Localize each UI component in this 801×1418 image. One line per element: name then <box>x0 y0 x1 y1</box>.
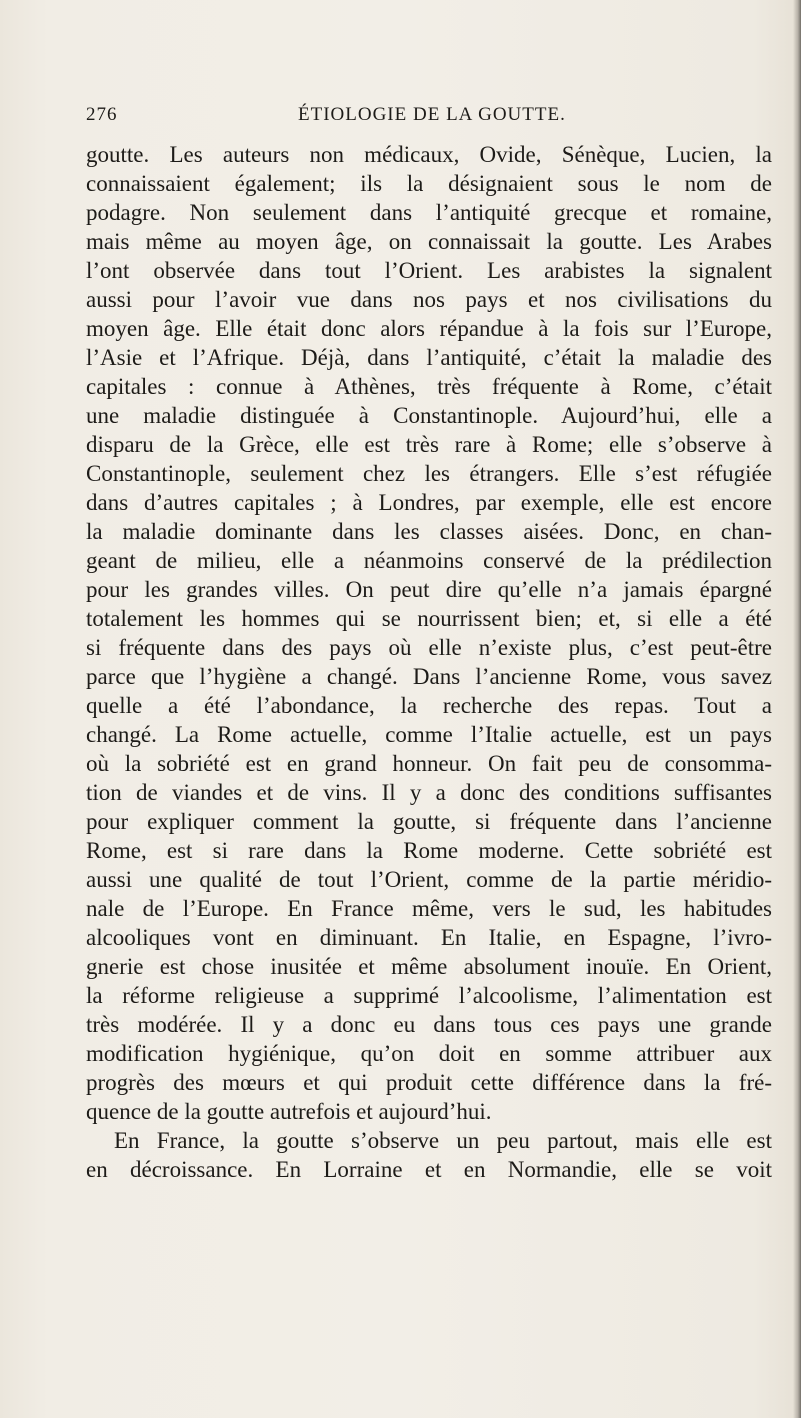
text-line: si fréquente dans des pays où elle n’existe plus, c’est peut-être <box>86 635 772 660</box>
running-head <box>86 104 776 132</box>
text-line: Rome, est si rare dans la Rome moderne. Cette sobriété est <box>86 838 772 863</box>
text-line: la maladie dominante dans les classes aisées. Donc, en chan- <box>86 519 772 544</box>
text-line: parce que l’hygiène a changé. Dans l’ancienne Rome, vous savez <box>86 664 772 689</box>
text-line: quelle a été l’abondance, la recherche des repas. Tout a <box>86 693 772 718</box>
text-line: Constantinople, seulement chez les étrangers. Elle s’est réfugiée <box>86 461 772 486</box>
text-line: moyen âge. Elle était donc alors répandue à la fois sur l’Europe, <box>86 316 772 341</box>
text-line: totalement les hommes qui se nourrissent bien; et, si elle a été <box>86 606 772 631</box>
text-line: en décroissance. En Lorraine et en Normandie, elle se voit <box>86 1157 772 1182</box>
text-line: modification hygiénique, qu’on doit en somme attribuer aux <box>86 1041 772 1066</box>
page-edge-shadow <box>793 0 801 1418</box>
text-line: connaissaient également; ils la désignaient sous le nom de <box>86 171 772 196</box>
text-line: tion de viandes et de vins. Il y a donc des conditions suffisantes <box>86 780 772 805</box>
text-line: disparu de la Grèce, elle est très rare à Rome; elle s’observe à <box>86 432 772 457</box>
text-line-paragraph-start: En France, la goutte s’observe un peu partout, mais elle est <box>114 1128 772 1153</box>
running-title: ÉTIOLOGIE DE LA GOUTTE. <box>298 104 566 125</box>
text-line: l’ont observée dans tout l’Orient. Les arabistes la signalent <box>86 258 772 283</box>
text-line: progrès des mœurs et qui produit cette différence dans la fré- <box>86 1070 772 1095</box>
text-line: pour les grandes villes. On peut dire qu’elle n’a jamais épargné <box>86 577 772 602</box>
text-line: gnerie est chose inusitée et même absolument inouïe. En Orient, <box>86 954 772 979</box>
text-line: geant de milieu, elle a néanmoins conservé de la prédilection <box>86 548 772 573</box>
body-text <box>86 140 772 1184</box>
text-line: capitales : connue à Athènes, très fréquente à Rome, c’était <box>86 374 772 399</box>
text-line: nale de l’Europe. En France même, vers le sud, les habitudes <box>86 896 772 921</box>
text-line: une maladie distinguée à Constantinople. Aujourd’hui, elle a <box>86 403 772 428</box>
text-line: pour expliquer comment la goutte, si fréquente dans l’ancienne <box>86 809 772 834</box>
text-line: la réforme religieuse a supprimé l’alcoolisme, l’alimentation est <box>86 983 772 1008</box>
text-line: goutte. Les auteurs non médicaux, Ovide, Sénèque, Lucien, la <box>86 142 772 167</box>
page-number: 276 <box>86 104 118 125</box>
text-line: l’Asie et l’Afrique. Déjà, dans l’antiquité, c’était la maladie des <box>86 345 772 370</box>
text-line: dans d’autres capitales ; à Londres, par exemple, elle est encore <box>86 490 772 515</box>
text-line: podagre. Non seulement dans l’antiquité grecque et romaine, <box>86 200 772 225</box>
text-line: mais même au moyen âge, on connaissait la goutte. Les Arabes <box>86 229 772 254</box>
text-line: changé. La Rome actuelle, comme l’Italie actuelle, est un pays <box>86 722 772 747</box>
text-line: où la sobriété est en grand honneur. On fait peu de consomma- <box>86 751 772 776</box>
text-line: aussi une qualité de tout l’Orient, comme de la partie méridio- <box>86 867 772 892</box>
text-line: aussi pour l’avoir vue dans nos pays et nos civilisations du <box>86 287 772 312</box>
text-line: alcooliques vont en diminuant. En Italie, en Espagne, l’ivro- <box>86 925 772 950</box>
text-line: très modérée. Il y a donc eu dans tous ces pays une grande <box>86 1012 772 1037</box>
text-line-paragraph-end: quence de la goutte autrefois et aujourd’hui. <box>86 1099 492 1124</box>
